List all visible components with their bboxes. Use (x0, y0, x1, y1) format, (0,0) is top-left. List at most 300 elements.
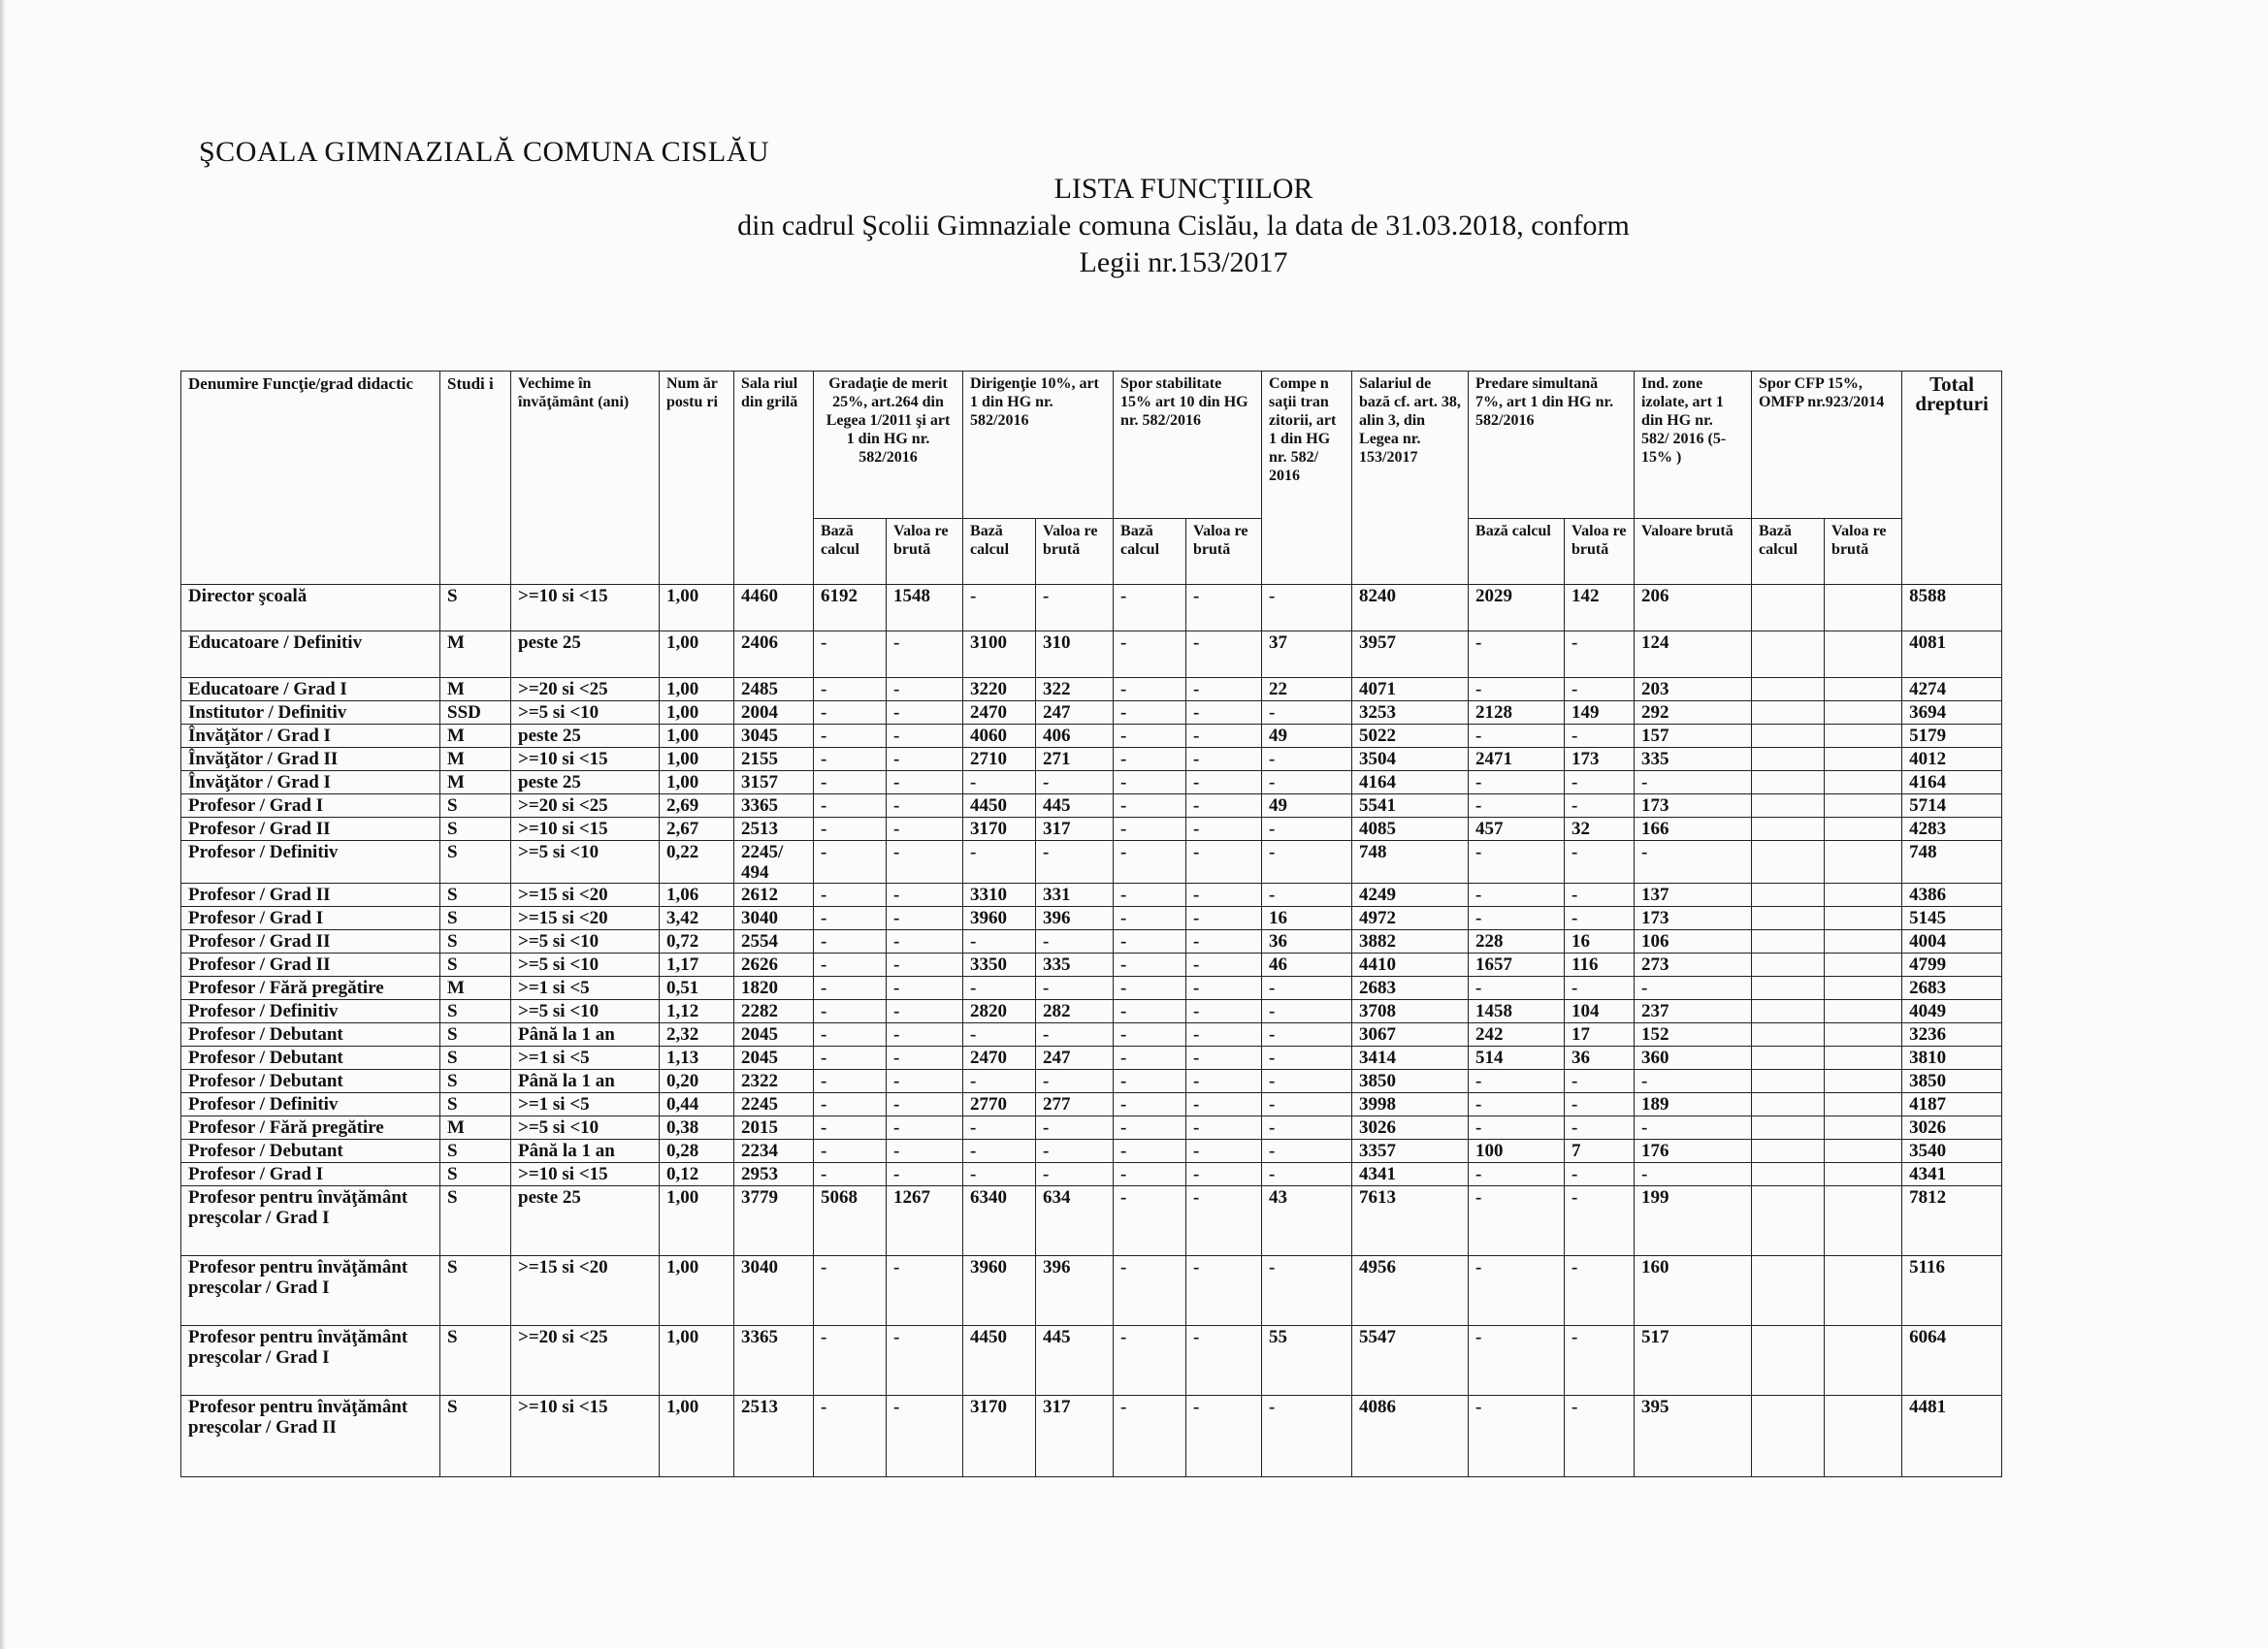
table-cell: 2485 (734, 678, 814, 701)
col-ind-zone: Ind. zone izolate, art 1 din HG nr. 582/ 2016 (5-15% ) (1635, 372, 1752, 519)
table-cell: 273 (1635, 954, 1752, 977)
table-cell: 1,00 (660, 1256, 734, 1326)
table-cell (1825, 1093, 1902, 1116)
table-cell: 4071 (1352, 678, 1469, 701)
table-cell: S (440, 585, 511, 631)
table-cell: 1,12 (660, 1000, 734, 1023)
table-row (181, 907, 2002, 930)
table-cell: SSD (440, 701, 511, 725)
cell-function-name: Director şcoală (181, 585, 440, 631)
table-cell: peste 25 (511, 1186, 660, 1256)
table-cell: - (1635, 1116, 1752, 1140)
sub-baza-calcul: Bază calcul (1114, 519, 1186, 585)
document-subtitle-line1: din cadrul Şcolii Gimnaziale comuna Cislău, la data de 31.03.2018, conform (737, 210, 1630, 242)
table-cell: 457 (1469, 818, 1565, 841)
table-cell: 2234 (734, 1140, 814, 1163)
table-cell: - (814, 1163, 887, 1186)
table-cell: >=10 si <15 (511, 748, 660, 771)
table-cell: 2513 (734, 1396, 814, 1477)
table-cell: 322 (1036, 678, 1114, 701)
table-cell: - (1262, 1000, 1352, 1023)
table-cell: - (1114, 930, 1186, 954)
table-cell: 3220 (963, 678, 1036, 701)
table-cell: 142 (1565, 585, 1635, 631)
table-cell: - (963, 1140, 1036, 1163)
table-cell: S (440, 930, 511, 954)
table-cell: 4481 (1902, 1396, 2002, 1477)
table-cell: - (814, 794, 887, 818)
table-cell: 5541 (1352, 794, 1469, 818)
cell-function-name: Profesor / Grad II (181, 884, 440, 907)
table-cell: 2770 (963, 1093, 1036, 1116)
table-cell (1752, 841, 1825, 884)
table-cell: 1,00 (660, 1396, 734, 1477)
table-cell: - (1114, 678, 1186, 701)
table-cell: - (1186, 1047, 1262, 1070)
table-cell: - (1262, 1070, 1352, 1093)
table-row (181, 977, 2002, 1000)
table-cell: - (887, 771, 963, 794)
table-cell: - (1114, 818, 1186, 841)
table-cell: - (1565, 1163, 1635, 1186)
table-cell: - (1186, 954, 1262, 977)
table-cell: 16 (1262, 907, 1352, 930)
table-cell (1825, 631, 1902, 678)
table-cell: M (440, 748, 511, 771)
table-cell: 4341 (1352, 1163, 1469, 1186)
cell-function-name: Profesor pentru învăţământ preşcolar / Grad I (181, 1326, 440, 1396)
functions-table (180, 371, 2002, 1477)
table-cell: - (1635, 1163, 1752, 1186)
table-row (181, 954, 2002, 977)
table-cell: - (887, 1023, 963, 1047)
sub-valoare-bruta: Valoare brută (1635, 519, 1752, 585)
table-cell (1825, 954, 1902, 977)
table-cell: 1548 (887, 585, 963, 631)
table-cell (1825, 678, 1902, 701)
table-cell: 4386 (1902, 884, 2002, 907)
table-cell: - (1469, 771, 1565, 794)
table-cell: 2820 (963, 1000, 1036, 1023)
table-cell: 2471 (1469, 748, 1565, 771)
table-cell: 4085 (1352, 818, 1469, 841)
table-cell: - (814, 841, 887, 884)
table-cell (1752, 1000, 1825, 1023)
table-cell: 748 (1352, 841, 1469, 884)
table-cell: - (1186, 631, 1262, 678)
table-cell: - (814, 701, 887, 725)
cell-function-name: Profesor / Grad II (181, 954, 440, 977)
table-cell: - (1186, 930, 1262, 954)
table-cell: >=10 si <15 (511, 1396, 660, 1477)
table-cell: 396 (1036, 1256, 1114, 1326)
table-cell: - (1114, 1000, 1186, 1023)
table-cell: M (440, 725, 511, 748)
cell-function-name: Profesor pentru învăţământ preşcolar / Grad I (181, 1256, 440, 1326)
table-cell (1825, 1326, 1902, 1396)
table-cell: M (440, 977, 511, 1000)
table-cell: - (1565, 1093, 1635, 1116)
table-cell: 4004 (1902, 930, 2002, 954)
cell-function-name: Profesor / Grad I (181, 907, 440, 930)
table-cell (1825, 748, 1902, 771)
table-cell: - (1262, 701, 1352, 725)
table-cell: - (814, 1023, 887, 1047)
table-cell (1825, 1256, 1902, 1326)
table-cell: - (1469, 1163, 1565, 1186)
table-cell: 4060 (963, 725, 1036, 748)
table-cell: >=10 si <15 (511, 1163, 660, 1186)
table-cell: - (1469, 794, 1565, 818)
table-cell (1825, 930, 1902, 954)
table-cell: - (1186, 1116, 1262, 1140)
table-cell: 37 (1262, 631, 1352, 678)
cell-function-name: Profesor / Definitiv (181, 841, 440, 884)
col-salariul-grila: Sala riul din grilă (734, 372, 814, 585)
table-cell: - (887, 884, 963, 907)
table-cell: >=10 si <15 (511, 818, 660, 841)
table-cell: 1,00 (660, 771, 734, 794)
table-cell: - (887, 1047, 963, 1070)
table-cell: 173 (1635, 794, 1752, 818)
table-row (181, 585, 2002, 631)
table-cell: >=5 si <10 (511, 841, 660, 884)
table-cell: - (1565, 678, 1635, 701)
table-row (181, 748, 2002, 771)
table-row (181, 1093, 2002, 1116)
table-cell: - (814, 725, 887, 748)
table-cell: - (887, 748, 963, 771)
table-cell: 2155 (734, 748, 814, 771)
table-cell: 43 (1262, 1186, 1352, 1256)
table-cell: - (887, 1140, 963, 1163)
table-row (181, 794, 2002, 818)
table-cell: - (1186, 771, 1262, 794)
table-cell: 173 (1565, 748, 1635, 771)
col-spor-stabilitate: Spor stabilitate 15% art 10 din HG nr. 582/2016 (1114, 372, 1262, 519)
table-cell (1825, 1140, 1902, 1163)
table-cell (1825, 977, 1902, 1000)
table-cell: 46 (1262, 954, 1352, 977)
table-cell: 1,00 (660, 748, 734, 771)
table-cell: 1,06 (660, 884, 734, 907)
table-cell: - (1469, 678, 1565, 701)
table-cell: >=5 si <10 (511, 930, 660, 954)
table-cell: 3365 (734, 1326, 814, 1396)
table-cell: 3414 (1352, 1047, 1469, 1070)
table-cell: 360 (1635, 1047, 1752, 1070)
table-cell: >=15 si <20 (511, 907, 660, 930)
table-cell: 282 (1036, 1000, 1114, 1023)
table-cell: - (1565, 884, 1635, 907)
table-cell: S (440, 794, 511, 818)
table-cell: - (963, 1070, 1036, 1093)
table-cell: 634 (1036, 1186, 1114, 1256)
table-cell: 5022 (1352, 725, 1469, 748)
table-cell: S (440, 1256, 511, 1326)
table-cell (1752, 1163, 1825, 1186)
table-cell: 160 (1635, 1256, 1752, 1326)
table-row (181, 1140, 2002, 1163)
table-cell: - (887, 1116, 963, 1140)
table-cell: 2470 (963, 701, 1036, 725)
table-cell: 5714 (1902, 794, 2002, 818)
table-cell: 2045 (734, 1047, 814, 1070)
table-cell (1752, 631, 1825, 678)
table-cell: 3365 (734, 794, 814, 818)
table-cell: 271 (1036, 748, 1114, 771)
table-cell: - (1469, 907, 1565, 930)
table-cell: 4187 (1902, 1093, 2002, 1116)
table-cell: - (1469, 1326, 1565, 1396)
table-row (181, 884, 2002, 907)
table-cell: 0,28 (660, 1140, 734, 1163)
table-cell: - (963, 771, 1036, 794)
table-cell: 2626 (734, 954, 814, 977)
table-cell: 206 (1635, 585, 1752, 631)
table-cell: 16 (1565, 930, 1635, 954)
table-cell: 0,51 (660, 977, 734, 1000)
table-cell: - (1114, 954, 1186, 977)
table-cell: - (1469, 1093, 1565, 1116)
table-cell: S (440, 1070, 511, 1093)
table-cell: - (1114, 794, 1186, 818)
table-cell: - (1565, 794, 1635, 818)
table-cell: 3960 (963, 1256, 1036, 1326)
table-cell: 2,69 (660, 794, 734, 818)
table-cell (1825, 771, 1902, 794)
table-cell: - (1186, 585, 1262, 631)
table-cell: - (887, 977, 963, 1000)
table-cell: 331 (1036, 884, 1114, 907)
cell-function-name: Institutor / Definitiv (181, 701, 440, 725)
table-cell: - (1114, 1186, 1186, 1256)
table-cell (1752, 818, 1825, 841)
table-cell: 5116 (1902, 1256, 2002, 1326)
table-cell: 5068 (814, 1186, 887, 1256)
table-cell: 3040 (734, 907, 814, 930)
table-cell: 4283 (1902, 818, 2002, 841)
col-compensatii: Compe n saţii tran zitorii, art 1 din HG nr. 582/ 2016 (1262, 372, 1352, 585)
table-cell: 3,42 (660, 907, 734, 930)
table-cell: S (440, 1023, 511, 1047)
table-cell: 2554 (734, 930, 814, 954)
col-dirigentie: Dirigenţie 10%, art 1 din HG nr. 582/2016 (963, 372, 1114, 519)
table-cell: 3157 (734, 771, 814, 794)
table-cell: - (1114, 631, 1186, 678)
table-cell: 2029 (1469, 585, 1565, 631)
cell-function-name: Învăţător / Grad I (181, 725, 440, 748)
table-cell: - (1114, 977, 1186, 1000)
cell-function-name: Profesor / Grad II (181, 818, 440, 841)
table-cell: 2245 (734, 1093, 814, 1116)
table-cell: - (1469, 884, 1565, 907)
table-cell: - (887, 794, 963, 818)
table-cell: 3850 (1902, 1070, 2002, 1093)
table-cell: 2683 (1902, 977, 2002, 1000)
table-cell: 3236 (1902, 1023, 2002, 1047)
table-cell: - (1565, 1326, 1635, 1396)
sub-baza-calcul: Bază calcul (1469, 519, 1565, 585)
cell-function-name: Profesor / Definitiv (181, 1093, 440, 1116)
table-cell: - (1186, 1163, 1262, 1186)
table-cell: 1657 (1469, 954, 1565, 977)
table-cell: 396 (1036, 907, 1114, 930)
table-row (181, 1000, 2002, 1023)
table-cell: - (1114, 1116, 1186, 1140)
table-cell: - (963, 930, 1036, 954)
table-cell: - (963, 1023, 1036, 1047)
table-row (181, 1396, 2002, 1477)
table-cell: S (440, 1396, 511, 1477)
table-cell: - (963, 1116, 1036, 1140)
col-gradatie: Gradaţie de merit 25%, art.264 din Legea 1/2011 şi art 1 din HG nr. 582/2016 (814, 372, 963, 519)
table-row (181, 841, 2002, 884)
table-cell: S (440, 954, 511, 977)
table-row (181, 1186, 2002, 1256)
table-cell: 3040 (734, 1256, 814, 1326)
table-cell: M (440, 771, 511, 794)
table-cell: 242 (1469, 1023, 1565, 1047)
table-cell: - (1565, 977, 1635, 1000)
table-cell: - (814, 771, 887, 794)
table-cell (1825, 1070, 1902, 1093)
table-cell: peste 25 (511, 631, 660, 678)
table-cell: - (887, 1396, 963, 1477)
table-cell: - (887, 1070, 963, 1093)
table-cell: - (1114, 1396, 1186, 1477)
table-cell: - (887, 954, 963, 977)
table-cell: 4460 (734, 585, 814, 631)
table-cell: - (1262, 585, 1352, 631)
table-cell: 1,00 (660, 678, 734, 701)
table-cell: - (1114, 1140, 1186, 1163)
table-cell: - (1262, 1396, 1352, 1477)
table-cell: - (887, 1093, 963, 1116)
table-cell: - (1186, 1256, 1262, 1326)
cell-function-name: Profesor / Debutant (181, 1023, 440, 1047)
table-cell: 3998 (1352, 1093, 1469, 1116)
table-cell: - (1565, 1396, 1635, 1477)
table-cell: - (814, 1093, 887, 1116)
table-cell: - (1565, 907, 1635, 930)
table-cell: 176 (1635, 1140, 1752, 1163)
table-cell: - (1114, 907, 1186, 930)
table-cell: 4956 (1352, 1256, 1469, 1326)
table-cell: - (1262, 1140, 1352, 1163)
table-cell: - (1565, 1186, 1635, 1256)
table-cell: 5145 (1902, 907, 2002, 930)
table-cell: - (1186, 1070, 1262, 1093)
cell-function-name: Profesor / Fără pregătire (181, 977, 440, 1000)
table-cell: >=1 si <5 (511, 1047, 660, 1070)
table-row (181, 1163, 2002, 1186)
cell-function-name: Educatoare / Definitiv (181, 631, 440, 678)
table-cell: 514 (1469, 1047, 1565, 1070)
cell-function-name: Profesor / Grad I (181, 794, 440, 818)
table-cell: - (1262, 748, 1352, 771)
cell-function-name: Profesor / Debutant (181, 1140, 440, 1163)
col-total: Total drepturi (1902, 372, 2002, 585)
table-cell: 32 (1565, 818, 1635, 841)
table-cell: 4410 (1352, 954, 1469, 977)
table-cell: - (1565, 771, 1635, 794)
table-cell: 0,22 (660, 841, 734, 884)
table-cell: - (814, 631, 887, 678)
table-cell: >=5 si <10 (511, 1116, 660, 1140)
school-name: ŞCOALA GIMNAZIALĂ COMUNA CISLĂU (199, 136, 770, 168)
table-cell: >=1 si <5 (511, 977, 660, 1000)
sub-valoare-bruta: Valoa re brută (1825, 519, 1902, 585)
table-cell: - (887, 841, 963, 884)
table-cell: - (1262, 1116, 1352, 1140)
table-cell: 1,00 (660, 1186, 734, 1256)
cell-function-name: Profesor / Debutant (181, 1070, 440, 1093)
table-cell: - (887, 1163, 963, 1186)
table-cell: S (440, 1326, 511, 1396)
table-cell: >=10 si <15 (511, 585, 660, 631)
table-cell: 247 (1036, 701, 1114, 725)
table-cell: - (887, 1326, 963, 1396)
table-cell: 4799 (1902, 954, 2002, 977)
table-cell: - (1114, 1326, 1186, 1396)
table-cell: - (1262, 818, 1352, 841)
table-cell: 152 (1635, 1023, 1752, 1047)
table-cell: - (1114, 1093, 1186, 1116)
col-spor-cfp: Spor CFP 15%, OMFP nr.923/2014 (1752, 372, 1902, 519)
table-cell: >=5 si <10 (511, 1000, 660, 1023)
table-cell: 2683 (1352, 977, 1469, 1000)
table-cell: 2282 (734, 1000, 814, 1023)
table-cell (1752, 1326, 1825, 1396)
table-cell: - (887, 1000, 963, 1023)
table-cell: - (1469, 977, 1565, 1000)
table-cell (1825, 841, 1902, 884)
table-cell: 4249 (1352, 884, 1469, 907)
table-cell: 4450 (963, 1326, 1036, 1396)
col-salariul-baza: Salariul de bază cf. art. 38, alin 3, din Legea nr. 153/2017 (1352, 372, 1469, 585)
table-cell: 4164 (1902, 771, 2002, 794)
table-cell: S (440, 1163, 511, 1186)
table-cell (1752, 794, 1825, 818)
table-cell: - (1036, 1116, 1114, 1140)
table-row (181, 1070, 2002, 1093)
table-cell: 3170 (963, 818, 1036, 841)
table-cell: - (1036, 771, 1114, 794)
table-cell: 2128 (1469, 701, 1565, 725)
table-cell: - (1262, 841, 1352, 884)
table-cell: 517 (1635, 1326, 1752, 1396)
table-cell: S (440, 818, 511, 841)
table-cell: - (1635, 771, 1752, 794)
table-cell: 157 (1635, 725, 1752, 748)
table-cell: 36 (1565, 1047, 1635, 1070)
table-cell: 335 (1036, 954, 1114, 977)
table-cell: peste 25 (511, 725, 660, 748)
table-cell: >=15 si <20 (511, 1256, 660, 1326)
table-cell: - (1565, 1256, 1635, 1326)
table-cell: 277 (1036, 1093, 1114, 1116)
table-cell: 3170 (963, 1396, 1036, 1477)
cell-function-name: Învăţător / Grad I (181, 771, 440, 794)
table-cell: - (1635, 977, 1752, 1000)
table-cell: 36 (1262, 930, 1352, 954)
table-cell: 3350 (963, 954, 1036, 977)
table-cell: Până la 1 an (511, 1140, 660, 1163)
table-cell (1825, 1396, 1902, 1477)
table-cell (1825, 1000, 1902, 1023)
table-cell: 3253 (1352, 701, 1469, 725)
